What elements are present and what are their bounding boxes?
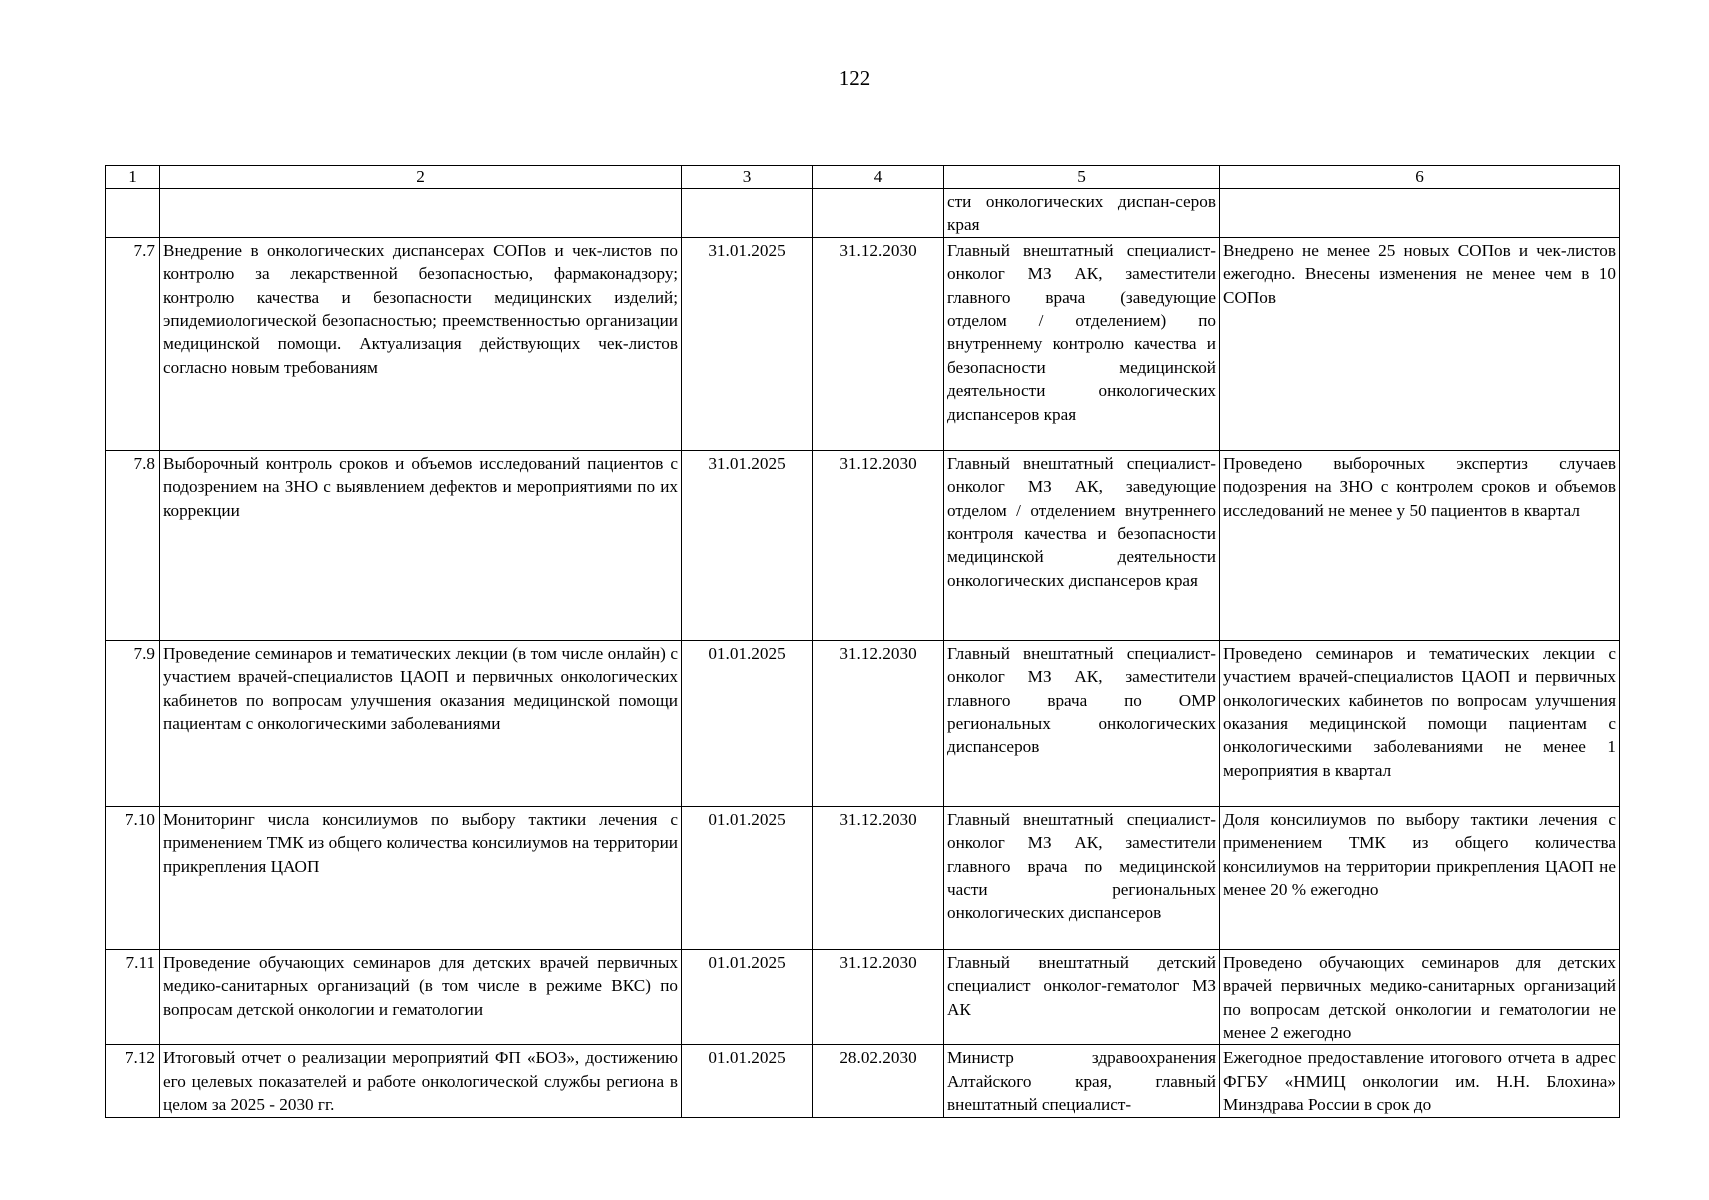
row-number: 7.11 [106,949,160,1045]
measure-cell: Выборочный контроль сроков и объемов исследований пациентов с подозрением на ЗНО с выявлением дефектов и мероприятиями по их коррекции [160,450,682,640]
row-number: 7.12 [106,1045,160,1117]
page-number: 122 [838,66,871,90]
result-cell: Внедрено не менее 25 новых СОПов и чек-листов ежегодно. Внесены изменения не менее чем в 10 СОПов [1220,237,1620,450]
responsible-cell: Главный внештатный специалист-онколог МЗ АК, заведующие отделом / отделением внутреннего контроля качества и безопасности медицинской деятельности онкологических диспансеров края [944,450,1220,640]
start-date-cell: 01.01.2025 [682,640,813,806]
responsible-cell: Главный внештатный специалист-онколог МЗ АК, заместители главного врача (заведующие отделом / отделением) по внутреннему контролю качества и безопасности медицинской деятельности онкологических диспансеров края [944,237,1220,450]
start-date-cell: 01.01.2025 [682,806,813,949]
row-number: 7.8 [106,450,160,640]
start-date-cell: 31.01.2025 [682,450,813,640]
responsible-cell: сти онкологических диспан-серов края [944,189,1220,238]
end-date-cell [813,189,944,238]
start-date-cell [682,189,813,238]
column-header: 4 [813,166,944,189]
start-date-cell: 01.01.2025 [682,1045,813,1117]
end-date-cell: 31.12.2030 [813,949,944,1045]
start-date-cell: 31.01.2025 [682,237,813,450]
measure-cell: Проведение обучающих семинаров для детских врачей первичных медико-санитарных организаций (в том числе в режиме ВКС) по вопросам детской онкологии и гематологии [160,949,682,1045]
responsible-cell: Министр здравоохранения Алтайского края, главный внештатный специалист- [944,1045,1220,1117]
measure-cell: Внедрение в онкологических диспансерах СОПов и чек-листов по контролю за лекарственной безопасностью, фармаконадзору; контролю качества и безопасности медицинских изделий; эпидемиологической безопасностью; преемственностью организации медицинской помощи. Актуализация действующих чек-листов согласно новым требованиям [160,237,682,450]
end-date-cell: 31.12.2030 [813,450,944,640]
table-row [106,237,1620,450]
column-header: 5 [944,166,1220,189]
column-header: 6 [1220,166,1620,189]
result-cell: Проведено выборочных экспертиз случаев подозрения на ЗНО с контролем сроков и объемов исследований не менее у 50 пациентов в квартал [1220,450,1620,640]
table-row [106,806,1620,949]
result-cell: Доля консилиумов по выбору тактики лечения с применением ТМК из общего количества консилиумов на территории прикрепления ЦАОП не менее 20 % ежегодно [1220,806,1620,949]
end-date-cell: 31.12.2030 [813,640,944,806]
measure-cell: Проведение семинаров и тематических лекции (в том числе онлайн) с участием врачей-специалистов ЦАОП и первичных онкологических кабинетов по вопросам улучшения оказания медицинской помощи пациентам с онкологическими заболеваниями [160,640,682,806]
measure-cell: Итоговый отчет о реализации мероприятий ФП «БОЗ», достижению его целевых показателей и работе онкологической службы региона в целом за 2025 - 2030 гг. [160,1045,682,1117]
responsible-cell: Главный внештатный специалист-онколог МЗ АК, заместители главного врача по медицинской части региональных онкологических диспансеров [944,806,1220,949]
measures-table [105,165,1620,1118]
row-number: 7.10 [106,806,160,949]
result-cell: Ежегодное предоставление итогового отчета в адрес ФГБУ «НМИЦ онкологии им. Н.Н. Блохина» Минздрава России в срок до [1220,1045,1620,1117]
measure-cell [160,189,682,238]
table-row [106,1045,1620,1117]
row-number: 7.9 [106,640,160,806]
column-header: 3 [682,166,813,189]
end-date-cell: 31.12.2030 [813,237,944,450]
result-cell: Проведено обучающих семинаров для детских врачей первичных медико-санитарных организаций по вопросам детской онкологии и гематологии не менее 2 ежегодно [1220,949,1620,1045]
table-row [106,640,1620,806]
end-date-cell: 28.02.2030 [813,1045,944,1117]
table-row [106,450,1620,640]
start-date-cell: 01.01.2025 [682,949,813,1045]
measure-cell: Мониторинг числа консилиумов по выбору тактики лечения с применением ТМК из общего количества консилиумов на территории прикрепления ЦАОП [160,806,682,949]
column-number-row [106,166,1620,189]
table-row [106,949,1620,1045]
row-number [106,189,160,238]
result-cell [1220,189,1620,238]
end-date-cell: 31.12.2030 [813,806,944,949]
column-header: 1 [106,166,160,189]
row-number: 7.7 [106,237,160,450]
responsible-cell: Главный внештатный детский специалист онколог-гематолог МЗ АК [944,949,1220,1045]
result-cell: Проведено семинаров и тематических лекции с участием врачей-специалистов ЦАОП и первичных онкологических кабинетов по вопросам улучшения оказания медицинской помощи пациентам с онкологическими заболеваниями не менее 1 мероприятия в квартал [1220,640,1620,806]
responsible-cell: Главный внештатный специалист-онколог МЗ АК, заместители главного врача по ОМР региональных онкологических диспансеров [944,640,1220,806]
column-header: 2 [160,166,682,189]
table-row [106,189,1620,238]
